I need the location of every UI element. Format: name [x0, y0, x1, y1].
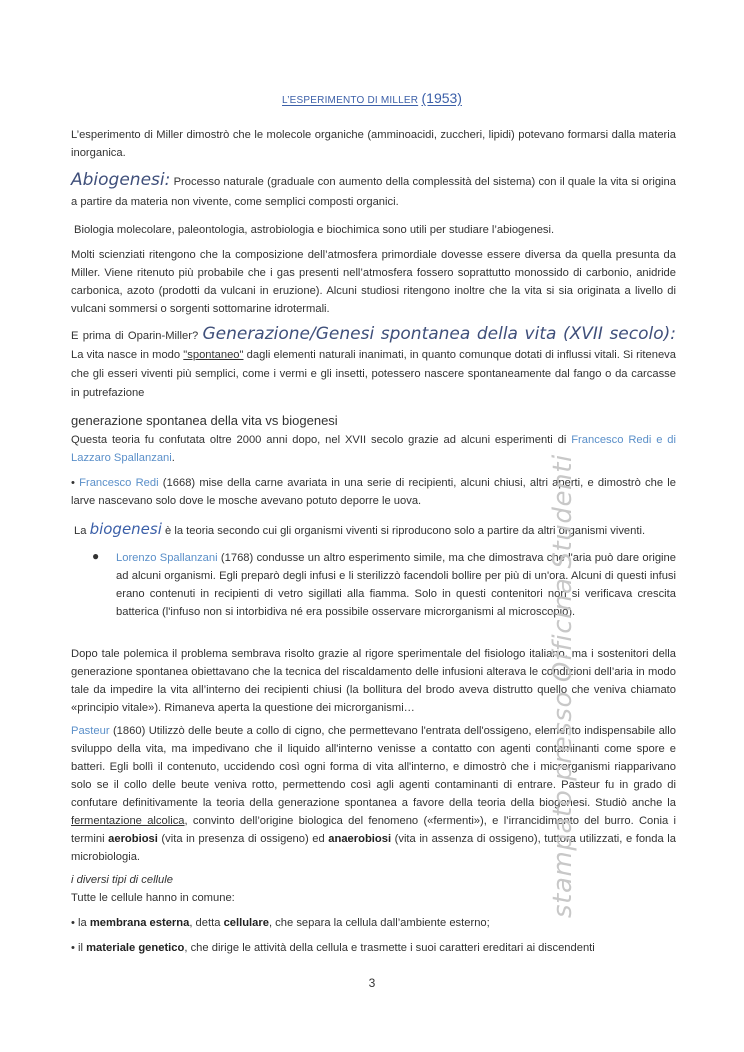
spallanzani-text: (1768) condusse un altro esperimento simile, ma che dimostrava che l'aria può dare origine ad alcuni organismi. Egli preparò degli infusi e li sterilizzò facendoli bollire per più di un'ora. Alcuni di questi infusi erano contenuti in recipienti di vetro sigillati alla fiamma. Solo in questi contenitori non si verificava crescita batterica (l'infuso non si intorbidiva né era possibile osservare microrganismi al microscopio).: [116, 552, 676, 618]
term-aerobiosi: aerobiosi: [108, 833, 158, 845]
bullet-dot: ●: [92, 549, 100, 563]
term-biogenesi: biogenesi: [89, 520, 162, 538]
title-year: (1953): [421, 90, 462, 106]
term-materiale-genetico: materiale genetico: [86, 942, 185, 954]
biogenesi-lead: La: [74, 525, 90, 537]
paragraph-generazione: [71, 325, 676, 403]
list-item-text: , che dirige le attività della cellula e trasmette i suoi caratteri ereditari ai discendenti: [184, 942, 595, 954]
pasteur-text-c: (vita in presenza di ossigeno) ed: [157, 833, 329, 845]
paragraph-confutata: [71, 431, 676, 467]
paragraph-abiogenesi: [71, 170, 676, 212]
confutata-end: .: [171, 452, 175, 464]
link-pasteur[interactable]: Pasteur: [71, 725, 110, 737]
list-item-prefix: • la: [71, 917, 90, 929]
link-francesco-redi[interactable]: Francesco Redi: [79, 477, 159, 489]
subheading-vs: generazione spontanea della vita vs biogenesi: [71, 413, 338, 428]
list-item-mid: , detta: [189, 917, 224, 929]
term-fermentazione-alcolica: fermentazione alcolica: [71, 815, 185, 827]
paragraph-scienziati: Molti scienziati ritengono che la composizione dell’atmosfera primordiale dovesse essere diversa da quella presunta da Miller. Viene ritenuto più probabile che i gas presenti nell’atmosfera fossero soprattutto monossido di carbonio, anidride carbonica, azoto (prodotti da vulcani in eruzione). Alcuni studiosi ritengono inoltre che la vita si sia originata a livello di vulcani sommersi o sorgenti sottomarine idrotermali.: [71, 249, 676, 315]
term-membrana-esterna: membrana esterna: [89, 917, 190, 929]
cellule-intro: Tutte le cellule hanno in comune:: [71, 892, 235, 904]
list-item-prefix: • il: [71, 942, 87, 954]
list-item-text: , che separa la cellula dall’ambiente esterno;: [268, 917, 490, 929]
generazione-text-a: La vita nasce in modo: [71, 349, 184, 361]
term-anaerobiosi: anaerobiosi: [328, 833, 392, 845]
title-text: L’ESPERIMENTO DI MILLER: [282, 95, 419, 106]
page-title: [0, 90, 744, 106]
paragraph-miller: L’esperimento di Miller dimostrò che le molecole organiche (amminoacidi, zuccheri, lipidi) potevano formarsi dalla materia inorganica.: [71, 129, 676, 159]
pasteur-text-a: (1860) Utilizzò delle beute a collo di cigno, che permettevano l'entrata dell'ossigeno, elemento indispensabile allo sviluppo della vita, ma impedivano che il liquido all'interno venisse a contatto con agenti contaminanti come spore e batteri. Egli bollì il contenuto, uccidendo così ogni forma di vita all'interno, e dimostrò che i microrganismi riapparivano solo se il collo delle beute veniva rotto, permettendo così agli agenti contaminanti di entrare. Pasteur fu in grado di confutare definitivamente la teoria della generazione spontanea a favore della teoria della biogenesi. Studiò anche la: [71, 725, 676, 809]
list-item: [71, 939, 676, 957]
abiogenesi-definition: Processo naturale (graduale con aumento della complessità del sistema) con il quale la vita si origina a partire da materia non vivente, come semplici composti organici.: [71, 176, 676, 208]
page-number: 3: [368, 976, 376, 990]
confutata-text: Questa teoria fu confutata oltre 2000 anni dopo, nel XVII secolo grazie ad alcuni esperimenti di: [71, 434, 572, 446]
term-spontaneo: "spontaneo": [183, 349, 244, 361]
paragraph-biologia: Biologia molecolare, paleontologia, astrobiologia e biochimica sono utili per studiare l’abiogenesi.: [74, 224, 555, 236]
bullet: •: [71, 477, 80, 489]
pasteur-text-d: (vita in assenza di ossigeno), tuttora utilizzati, e fonda la microbiologia.: [71, 833, 676, 863]
list-item: [71, 914, 676, 932]
generazione-lead: E prima di Oparin-Miller?: [71, 330, 203, 342]
paragraph-biogenesi: [74, 518, 679, 542]
paragraph-pasteur: [71, 722, 676, 866]
term-abiogenesi: Abiogenesi:: [71, 170, 171, 190]
generazione-text-b: dagli elementi naturali inanimati, in quanto comunque dotati di influssi vitali. Si riteneva che gli esseri viventi più semplici, come i vermi e gli insetti, potessero nascere spontaneamente dal fango o da carcasse in putrefazione: [71, 349, 676, 399]
paragraph-spallanzani: [116, 549, 676, 621]
term-generazione-spontanea: Generazione/Genesi spontanea della vita (XVII secolo):: [202, 324, 676, 344]
term-cellulare: cellulare: [223, 917, 269, 929]
heading-tipi-cellule: i diversi tipi di cellule: [71, 874, 173, 886]
watermark: stampato presso Officina Studenti: [548, 454, 578, 918]
pasteur-text-b: , convinto dell’origine biologica del fenomeno («fermenti»), e l’irrancidimento del burro. Conia i termini: [71, 815, 677, 845]
paragraph-redi: [71, 474, 676, 510]
redi-text: (1668) mise della carne avariata in una serie di recipienti, alcuni chiusi, altri aperti, e dimostrò che le larve nascevano solo dove le mosche avevano potuto deporre le uova.: [71, 477, 676, 507]
link-redi-spallanzani[interactable]: Francesco Redi e di Lazzaro Spallanzani: [71, 434, 676, 464]
link-lorenzo-spallanzani[interactable]: Lorenzo Spallanzani: [116, 552, 218, 564]
biogenesi-text: è la teoria secondo cui gli organismi viventi si riproducono solo a partire da altri organismi viventi.: [161, 525, 646, 537]
paragraph-polemica: Dopo tale polemica il problema sembrava risolto grazie al rigore sperimentale del fisiologo italiano, ma i sostenitori della generazione spontanea obiettavano che la tecnica del riscaldamento delle infusioni alterava le condizioni dell’aria in modo tale da impedire la vita all’interno dei recipienti chiusi (la bollitura del brodo aveva distrutto quello che veniva chiamato «principio vitale»). Rimaneva aperta la questione dei microrganismi…: [71, 648, 676, 714]
